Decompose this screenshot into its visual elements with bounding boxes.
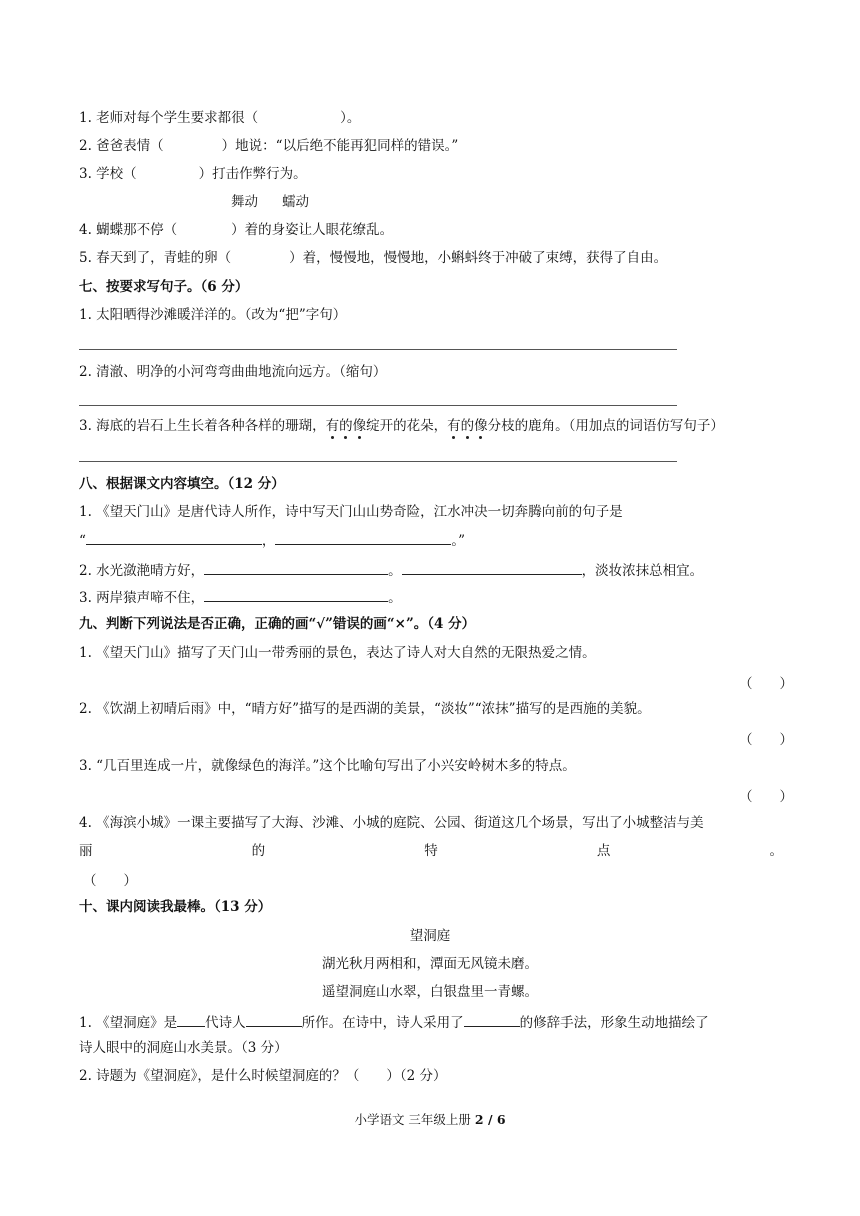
s9-question-3: 3. “几百里连成一片，就像绿色的海洋。”这个比喻句写出了小兴安岭树木多的特点。 — [79, 758, 576, 774]
answer-paren[interactable]: （ ） — [739, 789, 793, 805]
answer-paren[interactable]: （ ） — [83, 873, 137, 889]
poem-line-2: 遥望洞庭山水翠，白银盘里一青螺。 — [322, 984, 538, 1000]
section-10-title: 十、课内阅读我最棒。（13 分） — [79, 899, 272, 915]
q6-item-4: 4. 蝴蝶那不停（ ）着的身姿让人眼花缭乱。 — [79, 222, 394, 238]
answer-line[interactable] — [79, 461, 677, 462]
poem-title: 望洞庭 — [409, 928, 451, 944]
q6-word-options: 舞动 蠕动 — [231, 194, 309, 210]
s10-question-2: 2. 诗题为《望洞庭》，是什么时候望洞庭的？（ ）（2 分） — [79, 1068, 447, 1084]
s10-question-1: 1. 《望洞庭》是 代诗人 所作。在诗中，诗人采用了 的修辞手法，形象生动地描绘了 — [79, 1012, 709, 1032]
section-8-title: 八、根据课文内容填空。（12 分） — [79, 476, 285, 492]
fill-blank[interactable] — [275, 530, 451, 545]
answer-paren[interactable]: （ ） — [739, 676, 793, 692]
s9-question-4-continued: 丽 的 特 点 。 — [79, 843, 783, 859]
section-9-title: 九、判断下列说法是否正确，正确的画“√”错误的画“×”。（4 分） — [79, 616, 476, 632]
page-number: 2 / 6 — [474, 1112, 506, 1127]
fill-blank[interactable] — [464, 1012, 520, 1027]
section-7-title: 七、按要求写句子。（6 分） — [79, 279, 249, 295]
s7-question-3: 3. 海底的岩石上生长着各种各样的珊瑚，有的像绽开的花朵，有的像分枝的鹿角。（用加点的词语仿写句子） — [79, 418, 724, 434]
s8-question-1: 1. 《望天门山》是唐代诗人所作，诗中写天门山山势奇险，江水冲决一切奔腾向前的句子是 — [79, 504, 623, 520]
dotted-word-2: 有的像 — [447, 418, 488, 434]
answer-line[interactable] — [79, 405, 677, 406]
s9-question-4: 4. 《海滨小城》一课主要描写了大海、沙滩、小城的庭院、公园、街道这几个场景，写出了小城整洁与美 — [79, 815, 704, 831]
s8-question-3: 3. 两岸猿声啼不住， 。 — [79, 587, 402, 607]
fill-blank[interactable] — [402, 560, 582, 575]
q6-item-1: 1. 老师对每个学生要求都很（ ）。 — [79, 110, 361, 126]
s8-question-1-blanks: “ ， 。” — [79, 530, 465, 550]
fill-blank[interactable] — [177, 1012, 205, 1027]
s7-question-1: 1. 太阳晒得沙滩暖洋洋的。（改为“把”字句） — [79, 307, 347, 323]
s9-question-1: 1. 《望天门山》描写了天门山一带秀丽的景色，表达了诗人对大自然的无限热爱之情。 — [79, 645, 596, 661]
fill-blank[interactable] — [204, 560, 388, 575]
answer-paren[interactable]: （ ） — [739, 732, 793, 748]
fill-blank[interactable] — [204, 587, 388, 602]
s10-question-1-continued: 诗人眼中的洞庭山水美景。（3 分） — [79, 1040, 288, 1056]
page-footer: 小学语文 三年级上册 2 / 6 — [354, 1112, 506, 1127]
fill-blank[interactable] — [246, 1012, 302, 1027]
answer-line[interactable] — [79, 349, 677, 350]
fill-blank[interactable] — [86, 530, 262, 545]
s7-question-2: 2. 清澈、明净的小河弯弯曲曲地流向远方。（缩句） — [79, 364, 387, 380]
poem-line-1: 湖光秋月两相和，潭面无风镜未磨。 — [322, 956, 538, 972]
s9-question-2: 2. 《饮湖上初晴后雨》中，“晴方好”描写的是西湖的美景，“淡妆”“浓抹”描写的是西施的美貌。 — [79, 701, 651, 717]
s8-question-2: 2. 水光潋滟晴方好， 。 ，淡妆浓抹总相宜。 — [79, 560, 703, 580]
q6-item-3: 3. 学校（ ）打击作弊行为。 — [79, 166, 307, 182]
q6-item-2: 2. 爸爸表情（ ）地说：“以后绝不能再犯同样的错误。” — [79, 138, 459, 154]
dotted-word-1: 有的像 — [325, 418, 367, 434]
q6-item-5: 5. 春天到了，青蛙的卵（ ）着，慢慢地，慢慢地，小蝌蚪终于冲破了束缚，获得了自由。 — [79, 250, 668, 266]
